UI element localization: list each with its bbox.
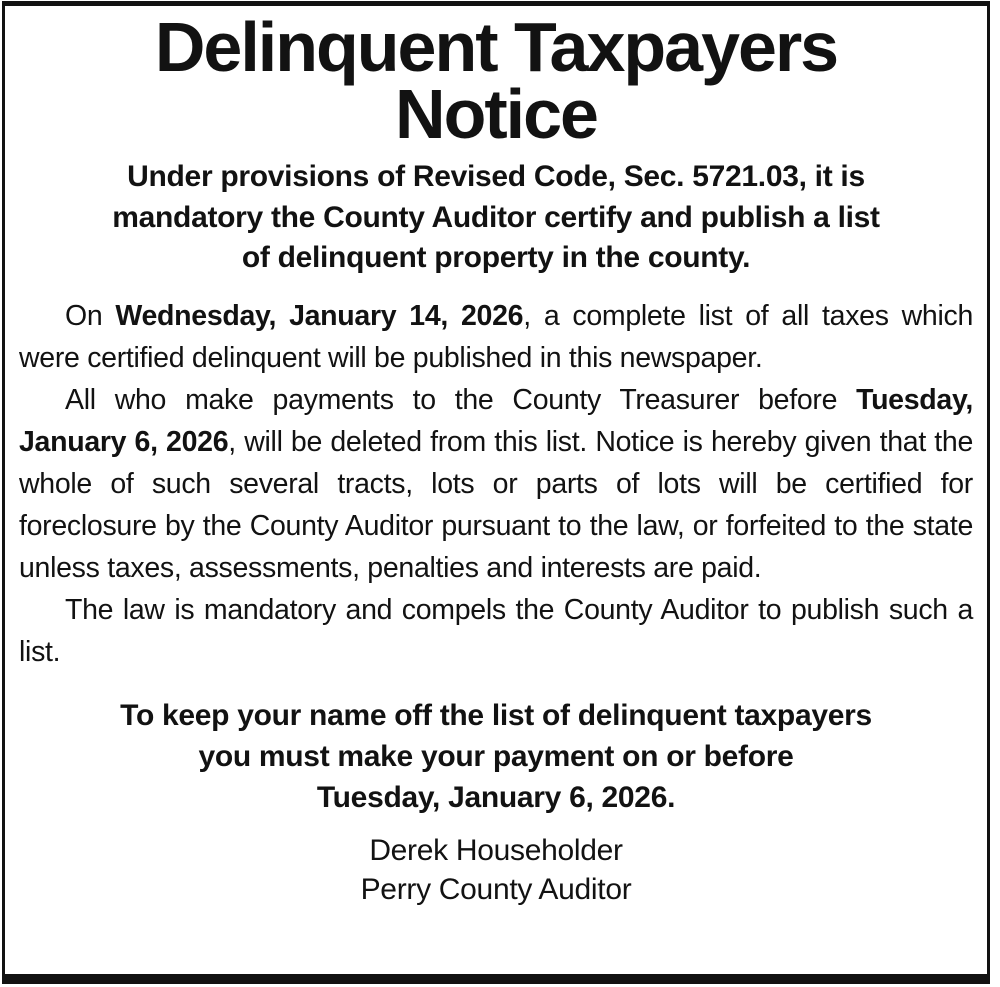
headline-line-1: Delinquent Taxpayers [154,8,838,86]
notice-box [2,1,990,984]
signer-title: Perry County Auditor [360,873,632,907]
paragraph-publication-date [19,295,973,379]
closing-line-2: you must make your payment on or before [198,739,794,773]
signature-block [19,831,973,910]
subhead-line-3: of delinquent property in the county. [241,241,751,274]
paragraph-3-text: The law is mandatory and compels the County Auditor to publish such a list. [19,593,973,668]
closing-line-1: To keep your name off the list of delinquent taxpayers [120,698,872,732]
paragraph-2-text-cont: , will be deleted from this list. Notice is hereby given that the whole of such several tracts, lots or parts of lots will be certified for foreclosure by the County Auditor pursuant to the law, or forfeited to the state unless taxes, assessments, penalties and interests are paid. [19,425,973,584]
subhead-line-2: mandatory the County Auditor certify and publish a list [112,200,880,234]
subhead-line-1: Under provisions of Revised Code, Sec. 5721.03, it is [127,160,865,193]
headline [19,8,973,153]
subhead [19,157,973,279]
publication-date: Wednesday, January 14, 2026 [115,299,524,332]
closing-line-3: Tuesday, January 6, 2026. [316,781,676,815]
paragraph-1-text: On [65,299,116,332]
signer-name: Derek Householder [369,833,623,867]
paragraph-1-text-cont: , a complete list of all taxes which were certified delinquent will be published in this newspaper. [19,299,973,374]
payment-deadline-date: Tuesday, January 6, 2026 [19,383,973,458]
paragraph-law-mandatory [19,589,973,673]
paragraph-2-text: All who make payments to the County Treasurer before [65,383,857,416]
paragraph-payment-terms [19,379,973,589]
closing-warning [19,695,973,819]
headline-line-2: Notice [395,74,597,153]
